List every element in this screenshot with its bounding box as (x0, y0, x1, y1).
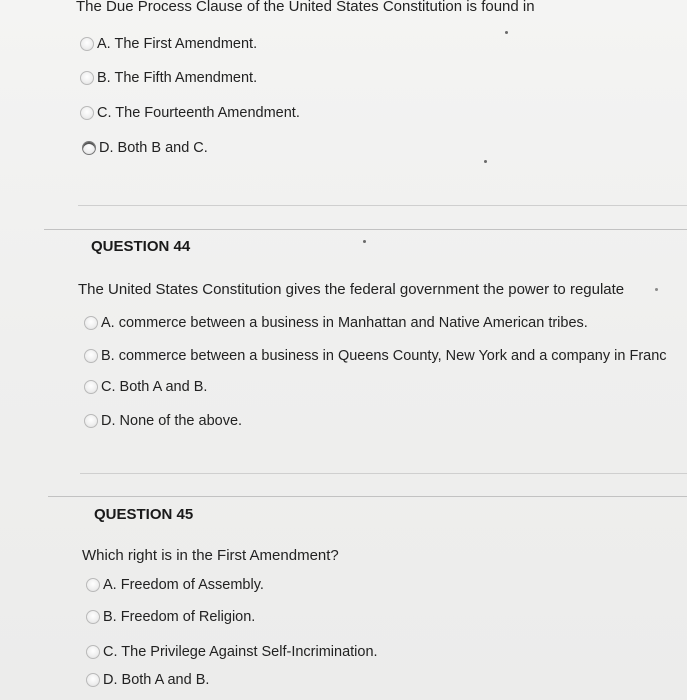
radio-button-icon[interactable] (86, 610, 100, 624)
radio-button-icon[interactable] (80, 106, 94, 120)
screen-speck (655, 288, 658, 291)
option-label: B. Freedom of Religion. (103, 609, 256, 625)
question-44-text: The United States Constitution gives the federal government the power to regulate (78, 281, 625, 298)
option-label: C. Both A and B. (101, 379, 208, 395)
q43-option-c[interactable] (80, 103, 300, 123)
q45-option-a[interactable] (86, 575, 264, 595)
option-label: D. None of the above. (101, 413, 243, 429)
radio-button-icon[interactable] (80, 71, 94, 85)
screen-speck (484, 160, 487, 163)
radio-button-icon[interactable] (80, 37, 94, 51)
option-label: D. Both A and B. (103, 672, 210, 688)
q45-option-b[interactable] (86, 607, 255, 627)
option-label: A. commerce between a business in Manhattan and Native American tribes. (101, 315, 588, 331)
radio-button-icon[interactable] (82, 141, 96, 155)
radio-button-icon[interactable] (86, 645, 100, 659)
q44-option-a[interactable] (84, 313, 588, 333)
radio-button-icon[interactable] (84, 380, 98, 394)
question-45-text: Which right is in the First Amendment? (82, 547, 339, 564)
q45-option-c[interactable] (86, 642, 378, 662)
screen-speck (363, 240, 366, 243)
option-label: B. commerce between a business in Queens County, New York and a company in Franc (101, 348, 667, 364)
divider (80, 473, 687, 474)
question-44-title: QUESTION 44 (91, 238, 191, 255)
option-label: C. The Fourteenth Amendment. (97, 105, 300, 121)
divider (44, 229, 687, 230)
q43-option-b[interactable] (80, 68, 257, 88)
q43-option-a[interactable] (80, 34, 257, 54)
option-label: B. The Fifth Amendment. (97, 70, 258, 86)
radio-button-icon[interactable] (84, 349, 98, 363)
radio-button-icon[interactable] (86, 673, 100, 687)
radio-button-icon[interactable] (84, 316, 98, 330)
option-label: C. The Privilege Against Self-Incrimination. (103, 644, 378, 660)
option-label: D. Both B and C. (99, 140, 208, 156)
option-label: A. The First Amendment. (97, 36, 258, 52)
radio-button-icon[interactable] (84, 414, 98, 428)
option-label: A. Freedom of Assembly. (103, 577, 264, 593)
divider (48, 496, 687, 497)
divider (78, 205, 687, 206)
question-45-title: QUESTION 45 (94, 506, 194, 523)
radio-button-icon[interactable] (86, 578, 100, 592)
q44-option-d[interactable] (84, 411, 242, 431)
screen-speck (505, 31, 508, 34)
q45-option-d[interactable] (86, 670, 209, 690)
q43-option-d[interactable] (82, 138, 208, 158)
question-43-text: The Due Process Clause of the United States Constitution is found in (76, 0, 535, 15)
q44-option-c[interactable] (84, 377, 207, 397)
q44-option-b[interactable] (84, 346, 667, 366)
